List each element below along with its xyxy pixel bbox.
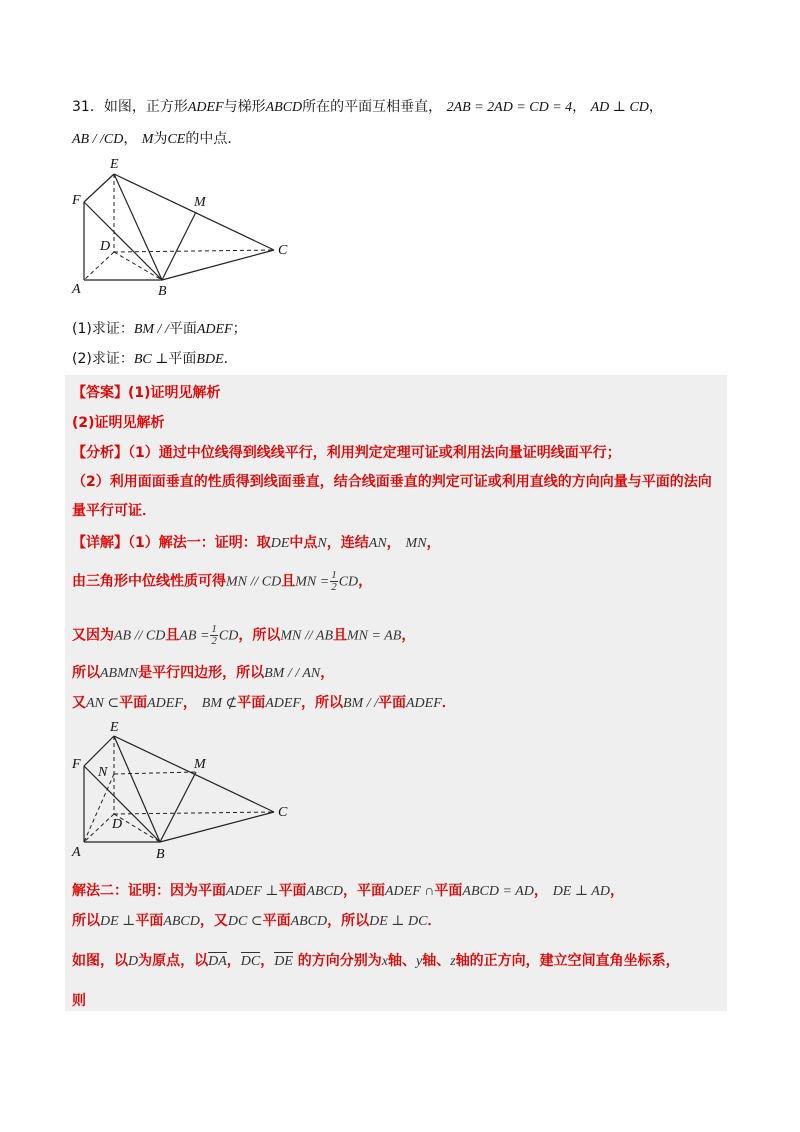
label-F: F xyxy=(72,193,81,208)
answer-2: (2)证明见解析 xyxy=(72,415,165,431)
label-A: A xyxy=(72,282,81,297)
detail-line: 【详解】（1）解法一：证明：取DE中点N，连结AN， MN， xyxy=(72,535,441,551)
also-line: 又因为AB // CD且AB = $\frac{1}{2}$ CD，所以MN // AB且MN = AB， xyxy=(72,623,416,647)
so-line: 所以DE ⊥平面ABCD，又DC ⊂平面ABCD，所以DE ⊥ DC． xyxy=(72,913,442,929)
label-A-2: A xyxy=(72,845,81,860)
analysis-1: 【分析】（1）通过中位线得到线线平行，利用判定定理可证或利用法向量证明线面平行； xyxy=(72,445,621,461)
label-F-2: F xyxy=(72,757,81,772)
problem-line-2: AB / /CD， M为CE的中点． xyxy=(72,131,242,147)
problem-number: 31． xyxy=(72,99,104,115)
parallelogram-line: 所以ABMN是平行四边形，所以BM / / AN， xyxy=(72,665,335,681)
label-C-2: C xyxy=(278,805,288,820)
conclusion-line: 又AN ⊂平面ADEF， BM ⊄平面ADEF，所以BM / /平面ADEF． xyxy=(72,695,456,711)
figure-1 xyxy=(66,150,306,298)
analysis-2: （2）利用面面垂直的性质得到线面垂直，结合线面垂直的判定可证或利用直线的方向向量与平面的法向 xyxy=(72,474,712,490)
label-E: E xyxy=(110,157,119,172)
vector-DA: DA xyxy=(208,954,227,969)
vector-DE: DE xyxy=(274,954,293,969)
fraction-half: $\frac{1}{2}$ xyxy=(331,569,337,593)
vector-DC: DC xyxy=(240,954,261,969)
problem-line-1: 31．如图，正方形ADEF与梯形ABCD所在的平面互相垂直， 2AB = 2AD = CD = 4， AD ⊥ CD， xyxy=(72,99,663,115)
question-2: (2)求证：BC ⊥平面BDE． xyxy=(72,351,238,367)
figure-2 xyxy=(64,716,304,864)
label-C: C xyxy=(278,243,288,258)
label-N: N xyxy=(98,765,108,780)
analysis-3: 量平行可证． xyxy=(72,503,156,519)
label-B-2: B xyxy=(156,847,165,862)
label-D: D xyxy=(100,239,111,254)
question-1: (1)求证：BM / /平面ADEF； xyxy=(72,321,247,337)
midline-line: 由三角形中位线性质可得MN // CD且MN = $\frac{1}{2}$ CD， xyxy=(72,569,373,593)
fraction-half-2: $\frac{1}{2}$ xyxy=(211,623,217,647)
label-D-2: D xyxy=(112,817,123,832)
answer-1: 【答案】(1)证明见解析 xyxy=(72,385,221,401)
label-E-2: E xyxy=(110,720,119,735)
method2-line: 解法二：证明：因为平面ADEF ⊥平面ABCD，平面ADEF ∩平面ABCD = AD， DE ⊥ AD， xyxy=(72,883,624,899)
then-word: 则 xyxy=(72,993,86,1009)
label-B: B xyxy=(158,284,167,298)
coordinate-line: 如图，以D为原点，以DA，DC，DE 的方向分别为x轴、y轴、z轴的正方向，建立空间直角坐标系， xyxy=(72,953,680,969)
label-M-2: M xyxy=(194,757,206,772)
label-M: M xyxy=(194,195,206,210)
